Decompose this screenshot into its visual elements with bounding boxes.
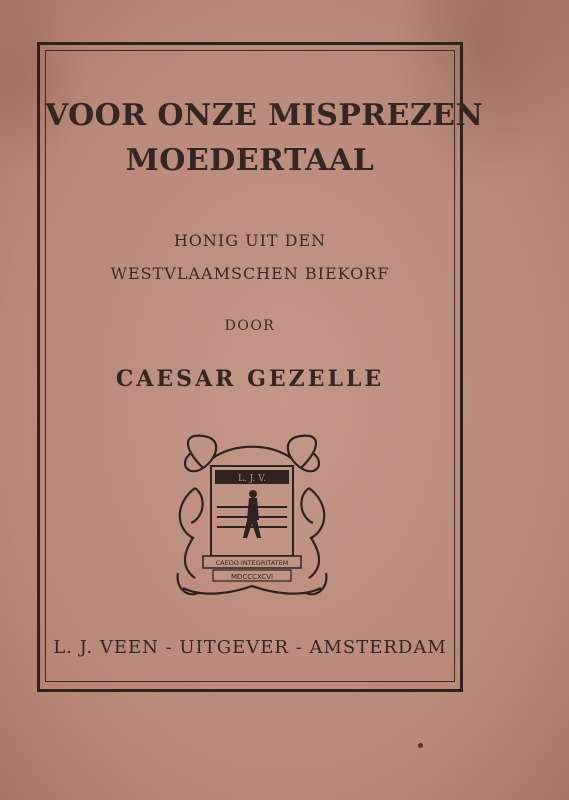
year-text: MDCCCXCVI: [230, 573, 274, 581]
title-line-2: MOEDERTAAL: [125, 143, 375, 178]
publisher-line: L. J. VEEN - UITGEVER - AMSTERDAM: [53, 637, 447, 658]
publisher-mark: [173, 428, 331, 600]
subtitle-line-1: HONIG UIT DEN: [173, 231, 327, 250]
motto-text: CAEDO INTEGRITATEM: [215, 559, 289, 567]
author-name: CAESAR GEZELLE: [115, 366, 385, 392]
knot-ornament-left: [180, 488, 203, 578]
ink-spot: [418, 743, 423, 748]
by-label: DOOR: [224, 318, 276, 334]
knot-ornament-right: [301, 488, 324, 578]
title-line-1: VOOR ONZE MISPREZEN: [45, 98, 484, 133]
monogram-text: L. J. V.: [237, 474, 267, 484]
subtitle-line-2: WESTVLAAMSCHEN BIEKORF: [110, 264, 390, 283]
